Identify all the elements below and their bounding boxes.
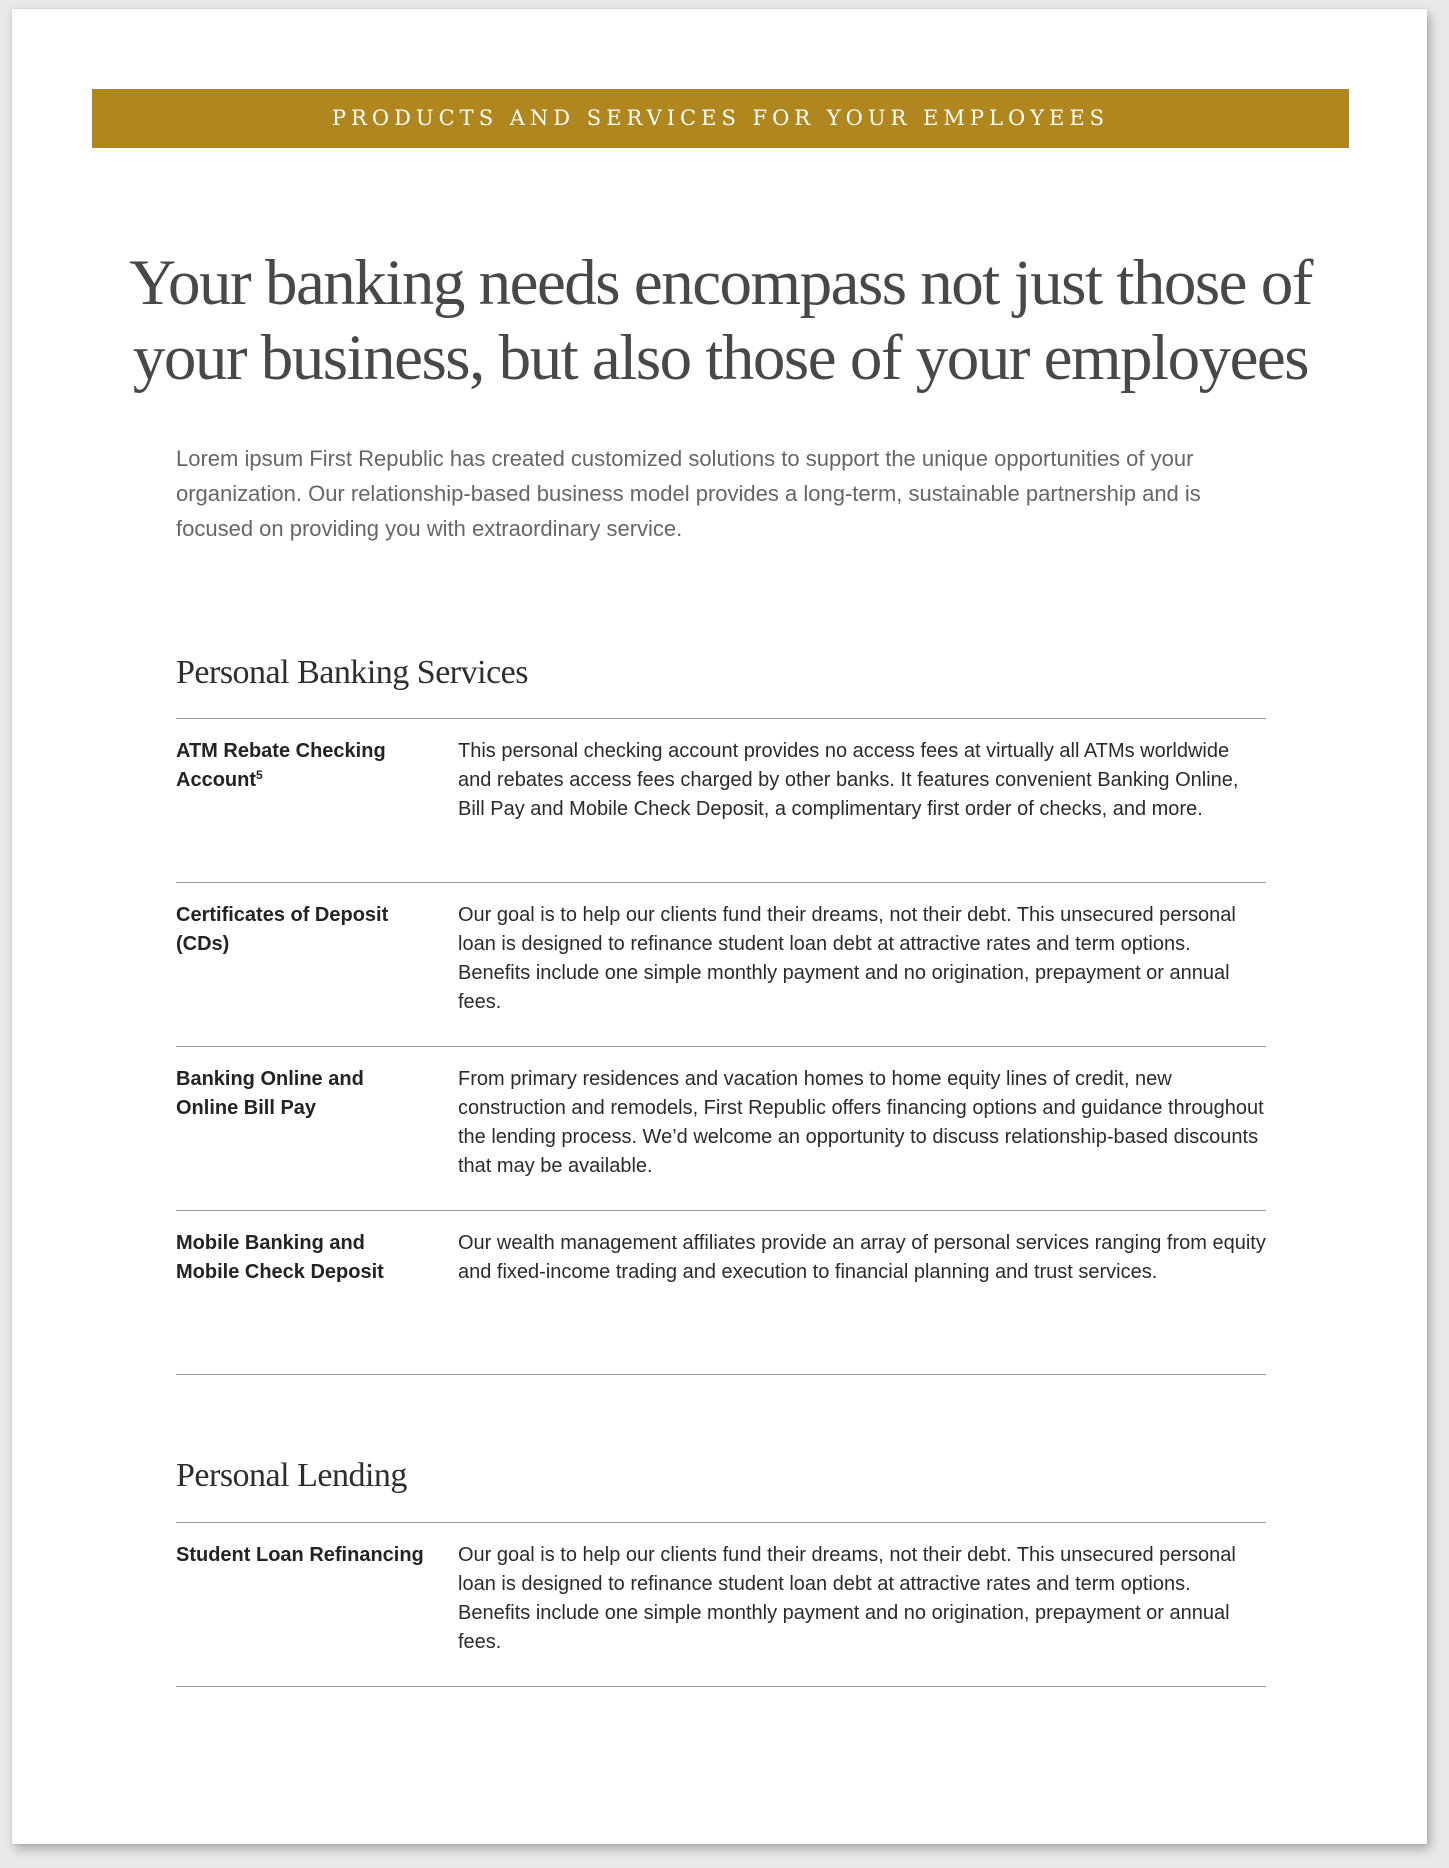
divider (176, 1046, 1266, 1047)
service-label-line: Certificates of Deposit (176, 904, 389, 926)
service-label-cds (176, 901, 436, 959)
divider (176, 718, 1266, 719)
service-label-banking-online (176, 1065, 436, 1123)
personal-lending-title: Personal Lending (176, 1457, 407, 1494)
service-description-atm-rebate: This personal checking account provides no access fees at virtually all ATMs worldwide and rebates access fees charged by other banks. It features convenient Banking Online, Bill Pay and Mobile Check Deposit, a complimentary first order of checks, and more. (458, 740, 1239, 820)
document-page (12, 9, 1427, 1844)
service-description-mobile-banking: Our wealth management affiliates provide an array of personal services ranging from equity and fixed-income trading and execution to financial planning and trust services. (458, 1232, 1266, 1283)
personal-banking-title: Personal Banking Services (176, 654, 528, 691)
headline-line-2: your business, but also those of your employees (132, 322, 1309, 394)
service-description-student-loan: Our goal is to help our clients fund their dreams, not their debt. This unsecured personal loan is designed to refinance student loan debt at attractive rates and term options. Benefits include one simple monthly payment and no origination, prepayment or annual fees. (458, 1544, 1236, 1653)
service-label-line: ATM Rebate Checking (176, 740, 386, 762)
service-label-line: Account (176, 769, 256, 791)
headline-line-1: Your banking needs encompass not just those of (129, 247, 1312, 319)
service-label-line: (CDs) (176, 933, 230, 955)
service-description-cds: Our goal is to help our clients fund their dreams, not their debt. This unsecured personal loan is designed to refinance student loan debt at attractive rates and term options. Benefits include one simple monthly payment and no origination, prepayment or annual fees. (458, 904, 1236, 1013)
divider (176, 1686, 1266, 1687)
service-label-mobile-banking (176, 1229, 436, 1287)
service-label-line: Mobile Check Deposit (176, 1261, 384, 1283)
service-label-line: Online Bill Pay (176, 1097, 317, 1119)
divider (176, 1374, 1266, 1375)
service-label-line: Banking Online and (176, 1068, 364, 1090)
intro-paragraph: Lorem ipsum First Republic has created customized solutions to support the unique opportunities of your organization. Our relationship-based business model provides a long-term, sustainable partnership and is focused on providing you with extraordinary service. (176, 446, 1201, 541)
divider (176, 1522, 1266, 1523)
footnote-marker: 5 (256, 768, 263, 782)
service-label-atm-rebate (176, 737, 436, 795)
service-label-student-loan: Student Loan Refinancing (176, 1544, 424, 1566)
banner-title: PRODUCTS AND SERVICES FOR YOUR EMPLOYEES (331, 106, 1110, 130)
section-banner (92, 89, 1349, 148)
service-label-line: Mobile Banking and (176, 1232, 365, 1254)
divider (176, 1210, 1266, 1211)
divider (176, 882, 1266, 883)
page-headline (92, 246, 1349, 396)
service-description-banking-online: From primary residences and vacation homes to home equity lines of credit, new construction and remodels, First Republic offers financing options and guidance throughout the lending process. We’d welcome an opportunity to discuss relationship-based discounts that may be available. (458, 1068, 1264, 1177)
